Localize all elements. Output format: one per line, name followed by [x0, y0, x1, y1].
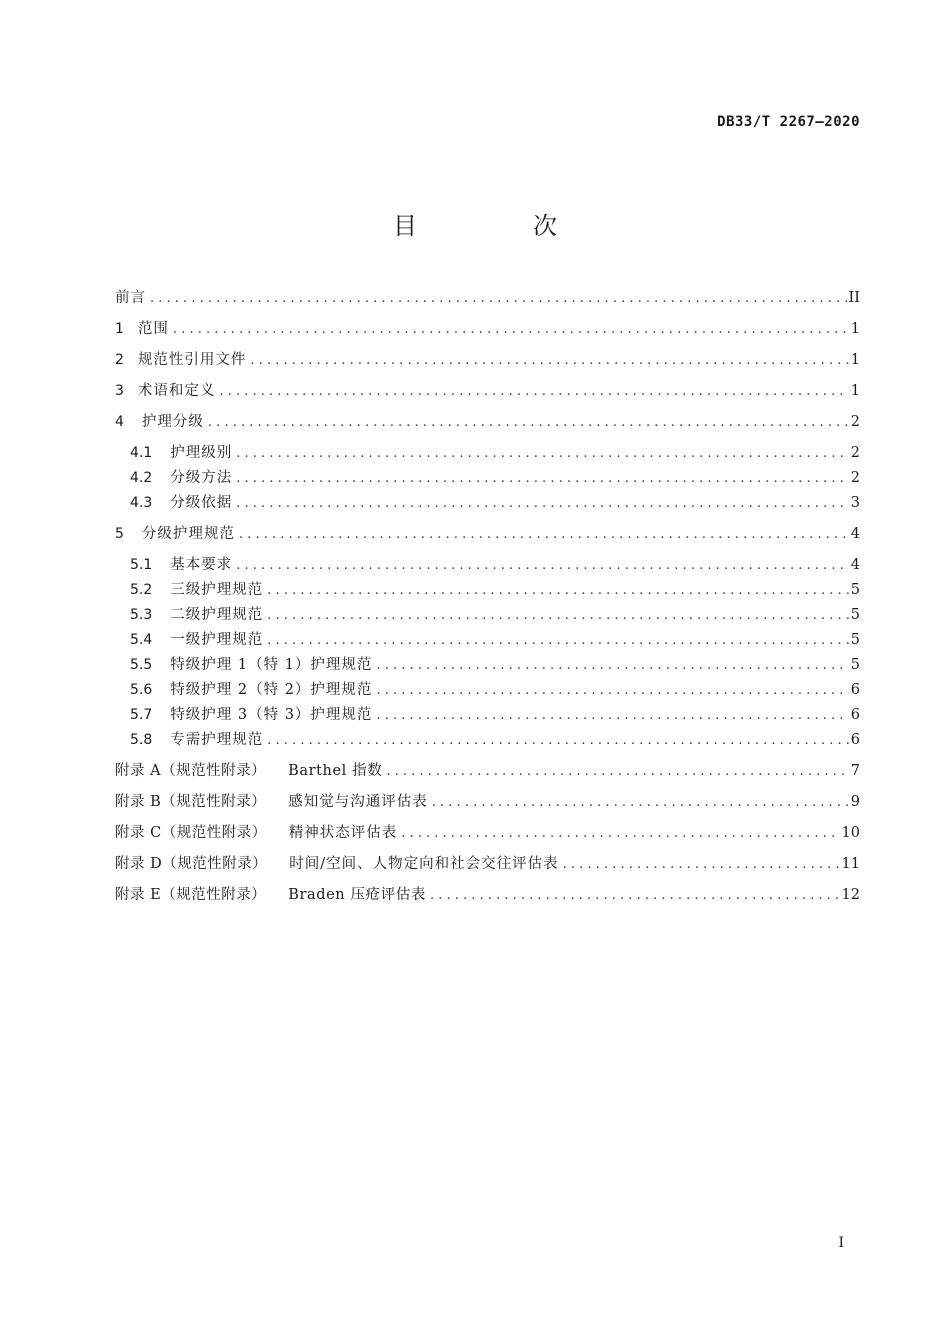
- toc-leader: [208, 412, 849, 434]
- toc-entry-page: 6: [850, 707, 860, 723]
- toc-entry-title: 基本要求: [170, 557, 233, 573]
- toc-entry-title: 二级护理规范: [170, 607, 264, 623]
- toc-leader: [267, 605, 849, 627]
- toc-entry-page: 1: [850, 383, 860, 399]
- toc-leader: [150, 288, 847, 310]
- toc-entry-4-3[interactable]: [130, 492, 860, 514]
- toc-entry-number: 5.4: [130, 632, 153, 648]
- toc-leader: [386, 761, 848, 783]
- toc-entry-title: 精神状态评估表: [288, 825, 398, 841]
- toc-leader: [219, 381, 848, 403]
- toc-entry-title: 感知觉与沟通评估表: [288, 794, 428, 810]
- toc-entry-number: 5.6: [130, 682, 153, 698]
- toc-entry-annex-c[interactable]: [115, 822, 860, 844]
- toc-entry-title: 分级方法: [170, 470, 233, 486]
- toc-entry-5-4[interactable]: [130, 629, 860, 651]
- toc-leader: [267, 580, 849, 602]
- toc-entry-title: 护理分级: [141, 414, 204, 430]
- toc-entry-annex-d[interactable]: [115, 853, 860, 875]
- toc-annex-label: 附录 C（规范性附录）: [115, 825, 267, 841]
- toc-entry-title: 分级护理规范: [141, 526, 235, 542]
- toc-annex-label: 附录 E（规范性附录）: [115, 887, 267, 903]
- toc-leader: [376, 655, 848, 677]
- page-number: I: [838, 1235, 844, 1251]
- toc-entry-page: 5: [850, 657, 860, 673]
- toc-entry-5-2[interactable]: [130, 579, 860, 601]
- toc-entry-5-5[interactable]: [130, 654, 860, 676]
- toc-entry-4-1[interactable]: [130, 442, 860, 464]
- toc-entry-page: 12: [841, 887, 860, 903]
- toc-entry-5-3[interactable]: [130, 604, 860, 626]
- toc-leader: [236, 493, 849, 515]
- toc-entry-2[interactable]: [115, 349, 860, 371]
- toc-entry-title: 特级护理 2（特 2）护理规范: [170, 682, 373, 698]
- toc-entry-annex-b[interactable]: [115, 791, 860, 813]
- toc-leader: [239, 524, 849, 546]
- toc-leader: [250, 350, 848, 372]
- toc-leader: [236, 468, 849, 490]
- toc-entry-title: 一级护理规范: [170, 632, 264, 648]
- toc-entry-page: 4: [850, 557, 860, 573]
- toc-entry-number: 4.1: [130, 445, 153, 461]
- toc-entry-5-1[interactable]: [130, 554, 860, 576]
- toc-entry-1[interactable]: [115, 318, 860, 340]
- toc-entry-4[interactable]: [115, 411, 860, 433]
- toc-leader: [430, 885, 840, 907]
- toc-leader: [563, 854, 840, 876]
- toc-entry-5[interactable]: [115, 523, 860, 545]
- toc-entry-number: 5.7: [130, 707, 153, 723]
- toc-entry-page: 1: [850, 352, 860, 368]
- toc-entry-title: 时间/空间、人物定向和社会交往评估表: [289, 856, 559, 872]
- toc-entry-number: 3: [115, 383, 124, 399]
- toc-entry-title: 专需护理规范: [170, 732, 264, 748]
- toc-entry-title: Barthel 指数: [288, 763, 383, 779]
- toc-entry-page: 2: [850, 414, 860, 430]
- toc-entry-page: 5: [850, 632, 860, 648]
- toc-entry-number: 4: [115, 414, 124, 430]
- toc-entry-page: 2: [850, 445, 860, 461]
- toc-entry-3[interactable]: [115, 380, 860, 402]
- toc-entry-page: II: [848, 290, 860, 306]
- toc-entry-number: 4.2: [130, 470, 153, 486]
- toc-entry-number: 5.1: [130, 557, 153, 573]
- toc-entry-page: 1: [850, 321, 860, 337]
- toc-entry-annex-e[interactable]: [115, 884, 860, 906]
- toc-leader: [401, 823, 839, 845]
- toc-entry-number: 2: [115, 352, 124, 368]
- toc-entry-number: 5.3: [130, 607, 153, 623]
- toc-entry-page: 5: [850, 607, 860, 623]
- toc-entry-page: 2: [850, 470, 860, 486]
- toc-entry-title: 特级护理 1（特 1）护理规范: [170, 657, 373, 673]
- toc-entry-page: 6: [850, 682, 860, 698]
- toc-entry-title: 特级护理 3（特 3）护理规范: [170, 707, 373, 723]
- toc-entry-title: 术语和定义: [137, 383, 216, 399]
- toc-entry-foreword[interactable]: [115, 287, 860, 309]
- toc-entry-annex-a[interactable]: [115, 760, 860, 782]
- toc-leader: [267, 730, 849, 752]
- toc-entry-page: 9: [850, 794, 860, 810]
- toc-leader: [432, 792, 849, 814]
- toc-entry-5-8[interactable]: [130, 729, 860, 751]
- toc-annex-label: 附录 B（规范性附录）: [115, 794, 267, 810]
- page-title: 目 次: [393, 212, 603, 240]
- toc-entry-title: 护理级别: [170, 445, 233, 461]
- toc-entry-title: 三级护理规范: [170, 582, 264, 598]
- toc-entry-page: 7: [850, 763, 860, 779]
- toc-entry-title: 前言: [115, 290, 146, 306]
- toc-entry-number: 5.2: [130, 582, 153, 598]
- toc-annex-label: 附录 D（规范性附录）: [115, 856, 268, 872]
- toc-entry-5-7[interactable]: [130, 704, 860, 726]
- toc-entry-number: 1: [115, 321, 124, 337]
- standard-code: DB33/T 2267—2020: [717, 114, 860, 130]
- toc-leader: [376, 705, 848, 727]
- toc-entry-page: 6: [850, 732, 860, 748]
- toc-entry-page: 10: [841, 825, 860, 841]
- toc-entry-title: 分级依据: [170, 495, 233, 511]
- toc-leader: [376, 680, 848, 702]
- toc-entry-title: Braden 压疮评估表: [288, 887, 426, 903]
- toc-entry-page: 11: [841, 856, 860, 872]
- toc-entry-number: 5.8: [130, 732, 153, 748]
- toc-entry-page: 3: [850, 495, 860, 511]
- toc-leader: [236, 443, 849, 465]
- toc-leader: [173, 319, 849, 341]
- toc-leader: [236, 555, 849, 577]
- toc-entry-page: 4: [850, 526, 860, 542]
- toc-entry-title: 规范性引用文件: [137, 352, 247, 368]
- toc-entry-number: 4.3: [130, 495, 153, 511]
- toc-entry-number: 5: [115, 526, 124, 542]
- toc-entry-4-2[interactable]: [130, 467, 860, 489]
- toc-annex-label: 附录 A（规范性附录）: [115, 763, 267, 779]
- toc-leader: [267, 630, 849, 652]
- toc-entry-title: 范围: [137, 321, 169, 337]
- toc-entry-5-6[interactable]: [130, 679, 860, 701]
- toc-entry-number: 5.5: [130, 657, 153, 673]
- toc-entry-page: 5: [850, 582, 860, 598]
